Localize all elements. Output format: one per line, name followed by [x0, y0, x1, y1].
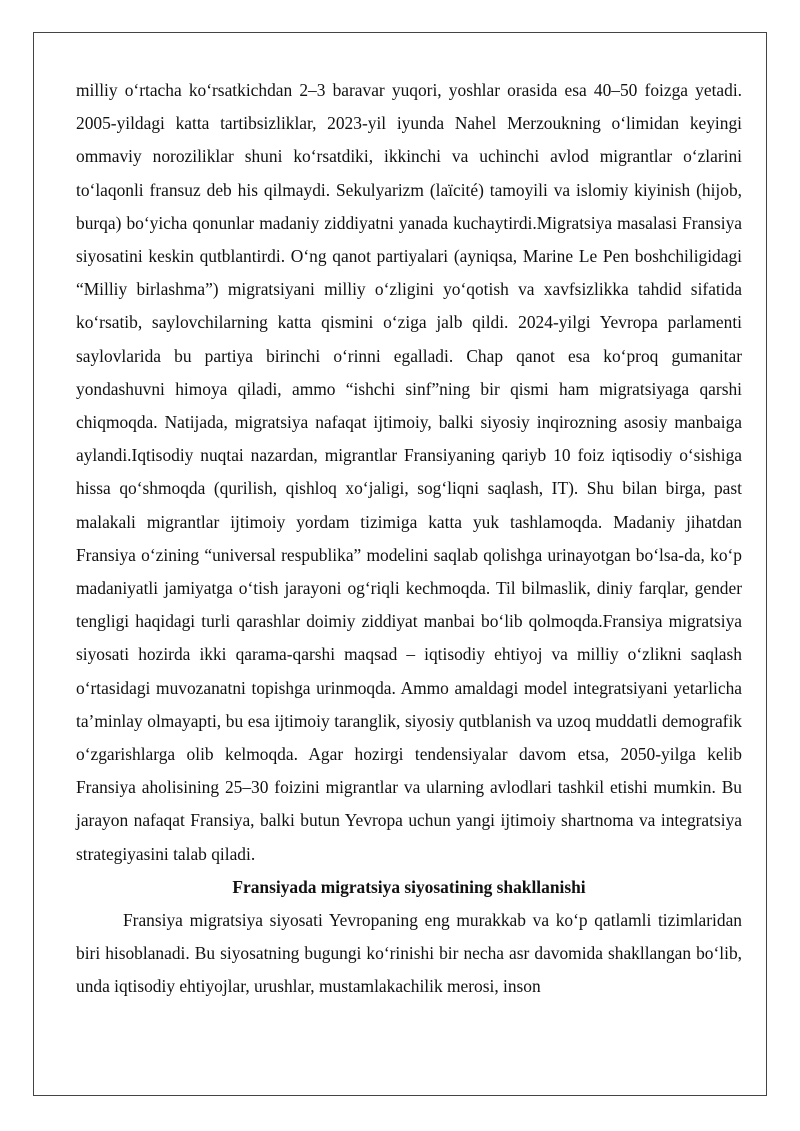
body-paragraph: Fransiya migratsiya siyosati Yevropaning eng murakkab va ko‘p qatlamli tizimlaridan biri hisoblanadi. Bu siyosatning bugungi ko‘rinishi bir necha asr davomida shakllangan bo‘lib, unda iqtisodiy ehtiyojlar, urushlar, mustamlakachilik merosi, inson: [76, 910, 742, 997]
document-body: [76, 74, 742, 1004]
section-heading: Fransiyada migratsiya siyosatining shakllanishi: [232, 876, 586, 897]
body-paragraph: milliy o‘rtacha ko‘rsatkichdan 2–3 baravar yuqori, yoshlar orasida esa 40–50 foizga yetadi. 2005-yildagi katta tartibsizliklar, 2023-yil iyunda Nahel Merzoukning o‘limidan keyingi ommaviy noroziliklar shuni ko‘rsatdiki, ikkinchi va uchinchi avlod migrantlar o‘zlarini to‘laqonli fransuz deb his qilmaydi. Sekulyarizm (laïcité) tamoyili va islomiy kiyinish (hijob, burqa) bo‘yicha qonunlar madaniy ziddiyatni yanada kuchaytirdi.Migratsiya masalasi Fransiya siyosatini keskin qutblantirdi. O‘ng qanot partiyalari (ayniqsa, Marine Le Pen boshchiligidagi “Milliy birlashma”) migratsiyani milliy o‘zligini yo‘qotish va xavfsizlikka tahdid sifatida ko‘rsatib, saylovchilarning katta qismini o‘ziga jalb qildi. 2024-yilgi Yevropa parlamenti saylovlarida bu partiya birinchi o‘rinni egalladi. Chap qanot esa ko‘proq gumanitar yondashuvni himoya qiladi, ammo “ishchi sinf”ning bir qismi ham migratsiyaga qarshi chiqmoqda. Natijada, migratsiya nafaqat ijtimoiy, balki siyosiy inqirozning asosiy manbaiga aylandi.Iqtisodiy nuqtai nazardan, migrantlar Fransiyaning qariyb 10 foiz iqtisodiy o‘sishiga hissa qo‘shmoqda (qurilish, qishloq xo‘jaligi, sog‘liqni saqlash, IT). Shu bilan birga, past malakali migrantlar ijtimoiy yordam tizimiga katta yuk tashlamoqda. Madaniy jihatdan Fransiya o‘zining “universal respublika” modelini saqlab qolishga urinayotgan bo‘lsa-da, ko‘p madaniyatli jamiyatga o‘tish jarayoni og‘riqli kechmoqda. Til bilmaslik, diniy farqlar, gender tengligi haqidagi turli qarashlar doimiy ziddiyat manbai bo‘lib qolmoqda.Fransiya migratsiya siyosati hozirda ikki qarama-qarshi maqsad – iqtisodiy ehtiyoj va milliy o‘zlikni saqlash o‘rtasidagi muvozanatni topishga urinmoqda. Ammo amaldagi model integratsiyani yetarlicha ta’minlay olmayapti, bu esa ijtimoiy taranglik, siyosiy qutblanish va uzoq muddatli demografik o‘zgarishlarga olib kelmoqda. Agar hozirgi tendensiyalar davom etsa, 2050-yilga kelib Fransiya aholisining 25–30 foizini migrantlar va ularning avlodlari tashkil etishi mumkin. Bu jarayon nafaqat Fransiya, balki butun Yevropa uchun yangi ijtimoiy shartnoma va integratsiya strategiyasini talab qiladi.: [76, 80, 742, 864]
